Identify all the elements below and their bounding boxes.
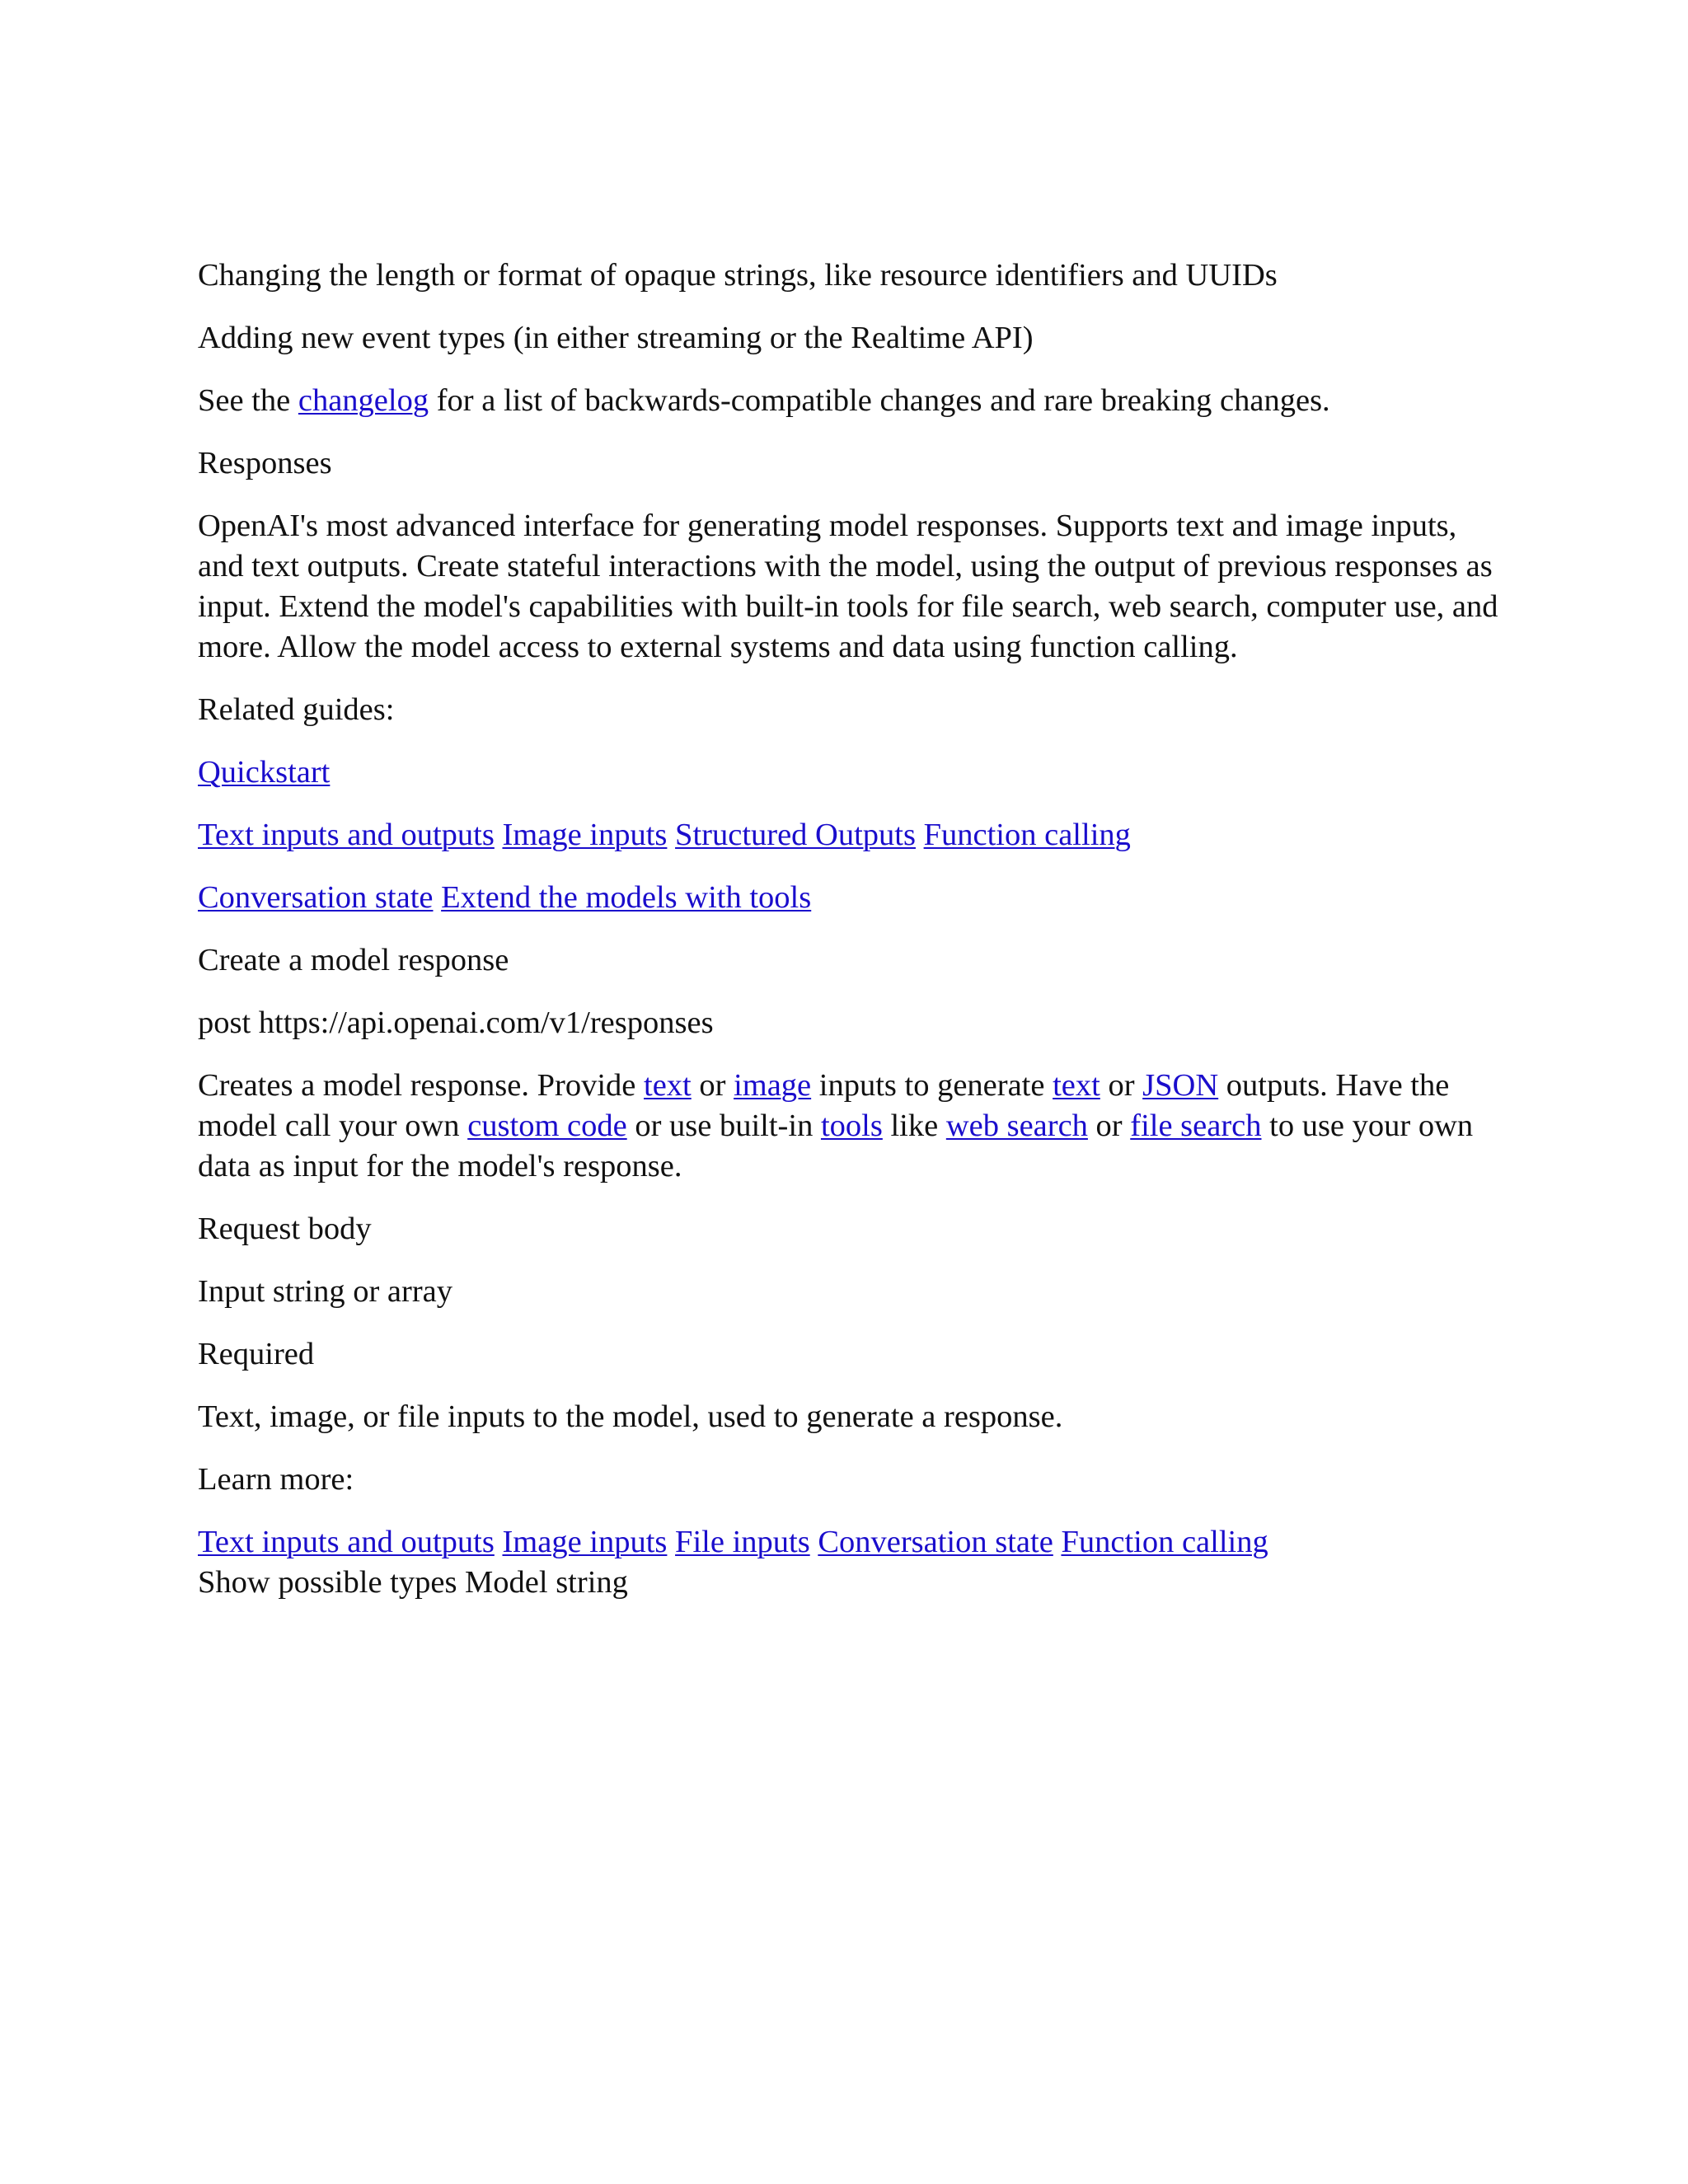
link-text-input[interactable]: text — [644, 1068, 692, 1103]
learn-link-conversation-state[interactable]: Conversation state — [818, 1525, 1053, 1559]
input-description: Text, image, or file inputs to the model, used to generate a response. — [198, 1399, 1063, 1434]
required-label: Required — [198, 1337, 315, 1371]
changelog-sentence — [198, 381, 1500, 421]
changelog-link[interactable]: changelog — [298, 383, 429, 418]
line-uuid: Changing the length or format of opaque strings, like resource identifiers and UUIDs — [198, 258, 1278, 293]
document-page — [198, 255, 1500, 1625]
creates-text: or — [1100, 1068, 1143, 1103]
creates-text: outputs. Have the model call your own — [198, 1068, 1450, 1143]
line-events: Adding new event types (in either streaming or the Realtime API) — [198, 321, 1034, 355]
creates-text: or use built-in — [626, 1108, 821, 1143]
guide-link-quickstart[interactable]: Quickstart — [198, 755, 331, 790]
learn-link-file-inputs[interactable]: File inputs — [675, 1525, 810, 1559]
learn-link-text-inputs-outputs[interactable]: Text inputs and outputs — [198, 1525, 495, 1559]
link-json-output[interactable]: JSON — [1142, 1068, 1219, 1103]
create-heading: Create a model response — [198, 943, 509, 977]
responses-heading: Responses — [198, 446, 332, 480]
responses-description: OpenAI's most advanced interface for generating model responses. Supports text and image inputs, and text outputs. Create stateful interactions with the model, using the output of previous responses as input. Extend the model's capabilities with built-in tools for file search, web search, computer use, and more. Allow the model access to external systems and data using function calling. — [198, 509, 1498, 664]
guides-row-1 — [198, 752, 1500, 793]
input-type: Input string or array — [198, 1274, 452, 1309]
show-possible-types: Show possible types Model string — [198, 1565, 628, 1600]
creates-text: or — [1087, 1108, 1131, 1143]
guide-link-function-calling[interactable]: Function calling — [923, 818, 1131, 852]
creates-text: or — [691, 1068, 734, 1103]
guide-link-structured-outputs[interactable]: Structured Outputs — [675, 818, 916, 852]
link-web-search[interactable]: web search — [945, 1108, 1088, 1143]
creates-text: Creates a model response. Provide — [198, 1068, 644, 1103]
changelog-pre: See the — [198, 383, 298, 418]
link-tools[interactable]: tools — [820, 1108, 883, 1143]
creates-text: like — [882, 1108, 946, 1143]
link-image-input[interactable]: image — [734, 1068, 812, 1103]
learn-more-label: Learn more: — [198, 1462, 354, 1497]
creates-description — [198, 1066, 1500, 1187]
link-custom-code[interactable]: custom code — [467, 1108, 627, 1143]
guide-link-extend-models-tools[interactable]: Extend the models with tools — [441, 880, 812, 915]
learn-more-links — [198, 1522, 1500, 1563]
creates-text: to use your own data as input for the model's response. — [198, 1108, 1474, 1183]
request-body-heading: Request body — [198, 1212, 372, 1246]
link-text-output[interactable]: text — [1053, 1068, 1100, 1103]
guide-link-image-inputs[interactable]: Image inputs — [502, 818, 668, 852]
related-guides-label: Related guides: — [198, 692, 395, 727]
guides-row-3 — [198, 878, 1500, 918]
guide-link-text-inputs-outputs[interactable]: Text inputs and outputs — [198, 818, 495, 852]
learn-link-function-calling[interactable]: Function calling — [1061, 1525, 1268, 1559]
link-file-search[interactable]: file search — [1130, 1108, 1262, 1143]
changelog-post: for a list of backwards-compatible changes and rare breaking changes. — [429, 383, 1330, 418]
endpoint: post https://api.openai.com/v1/responses — [198, 1005, 714, 1040]
guide-link-conversation-state[interactable]: Conversation state — [198, 880, 434, 915]
guides-row-2 — [198, 815, 1500, 855]
creates-text: inputs to generate — [811, 1068, 1053, 1103]
learn-link-image-inputs[interactable]: Image inputs — [502, 1525, 668, 1559]
